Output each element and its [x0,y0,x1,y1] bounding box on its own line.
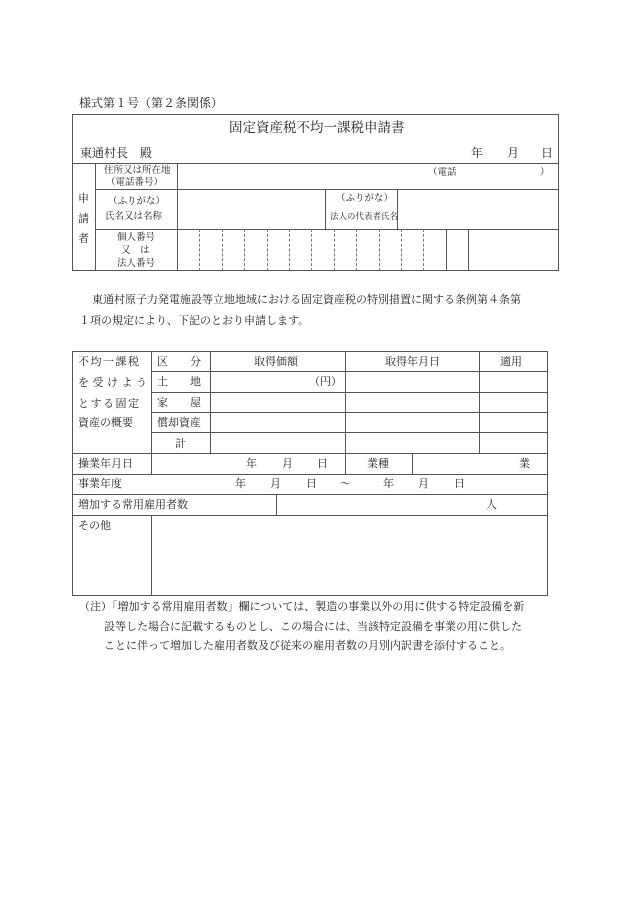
body-text-line-1: 東通村原子力発電施設等立地地域における固定資産税の特別措置に関する条例第４条第 [92,293,521,306]
fiscal-start-month-label: 月 [270,477,281,490]
digit-divider [334,229,335,271]
date-day-label: 日 [541,146,554,160]
address-input[interactable] [178,164,558,189]
header-acquisition-date: 取得年月日 [385,355,440,368]
divider [325,189,326,229]
body-text-line-2: １項の規定により、下記のとおり申請します。 [79,314,310,327]
number-digit-cell[interactable] [268,230,289,271]
number-digit-cell[interactable] [402,230,423,271]
date-year-label: 年 [471,146,484,160]
industry-suffix: 業 [519,457,530,470]
industry-label: 業種 [367,457,389,470]
other-input[interactable] [152,516,547,595]
row-total-label: 計 [175,437,186,450]
note-line-2: 設等した場合に記載するものとし、この場合には、当該特定設備を事業の用に供した [104,620,522,633]
number-digit-cell[interactable] [357,230,378,271]
addressee: 東通村長 殿 [80,146,153,160]
total-price-input[interactable] [211,433,344,452]
header-acquisition-price: 取得価額 [254,355,298,368]
building-date-input[interactable] [346,393,478,411]
digit-divider [267,229,268,271]
building-price-input[interactable] [211,393,344,411]
digit-divider [356,229,357,271]
representative-name-label: 法人の代表者氏名 [330,212,399,222]
header-category: 区 分 [157,355,201,368]
individual-number-label: 個人番号 [117,232,156,243]
divider [95,163,96,271]
land-price-input[interactable] [211,372,344,391]
digit-divider [311,229,312,271]
number-digit-cell[interactable] [447,230,468,271]
digit-divider [379,229,380,271]
number-digit-cell[interactable] [178,230,199,271]
number-digit-cell[interactable] [245,230,266,271]
employees-label: 増加する常用雇用者数 [78,498,188,511]
number-digit-cell[interactable] [424,230,445,271]
fiscal-start-year-label: 年 [235,477,246,490]
employees-unit: 人 [486,498,497,511]
divider [151,351,152,474]
asset-section-label-2: を受けよう [78,376,151,389]
form-number: 様式第１号（第２条関係） [79,96,224,110]
depreciable-applicable-input[interactable] [480,413,547,431]
depreciable-date-input[interactable] [346,413,478,431]
note-line-3: ことに伴って増加した雇用者数及び従来の雇用者数の月別内訳書を添付すること。 [104,639,511,652]
representative-furigana-label: （ふりがな） [336,193,394,204]
employees-input[interactable] [277,495,547,514]
operation-date-label: 操業年月日 [78,457,133,470]
applicant-side-label-3: 者 [78,232,89,245]
representative-name-input[interactable] [398,190,558,229]
number-digit-cell[interactable] [223,230,244,271]
form-title: 固定資産税不均一課税申請書 [229,120,405,136]
operation-day-label: 日 [317,457,328,470]
fiscal-tilde: ～ [340,477,351,490]
name-input[interactable] [178,190,325,229]
number-digit-cell[interactable] [312,230,333,271]
operation-month-label: 月 [282,457,293,470]
fiscal-end-year-label: 年 [383,477,394,490]
fiscal-year-label: 事業年度 [78,477,122,490]
header-applicable: 適用 [500,355,522,368]
digit-divider [199,229,200,271]
asset-section-label-3: とする固定 [78,397,141,410]
operation-year-label: 年 [246,457,257,470]
digit-divider [401,229,402,271]
fiscal-end-day-label: 日 [454,477,465,490]
date-month-label: 月 [507,146,520,160]
land-date-input[interactable] [346,372,478,391]
note-line-1: （注）「増加する常用雇用者数」欄については、製造の事業以外の用に供する特定設備を新 [79,600,525,613]
number-digit-cell[interactable] [380,230,401,271]
digit-divider [244,229,245,271]
digit-divider [468,229,469,271]
row-depreciable-label: 償却資産 [157,416,201,429]
fiscal-start-day-label: 日 [306,477,317,490]
phone-open-label: （電話 [428,167,457,178]
total-date-input[interactable] [346,433,478,452]
row-land-label: 土 地 [157,375,201,388]
asset-section-label-1: 不均一課税 [78,355,141,368]
total-applicable-input[interactable] [480,433,547,452]
other-label: その他 [78,519,111,532]
address-label: 住所又は所在地 [104,165,171,176]
phone-close-label: ） [540,167,550,178]
digit-divider [222,229,223,271]
fiscal-end-month-label: 月 [418,477,429,490]
price-unit-label: （円） [309,375,342,388]
phone-number-label: （電話番号） [106,177,164,188]
applicant-side-label-1: 申 [78,192,89,205]
or-label: 又 は [121,245,150,256]
land-applicable-input[interactable] [480,372,547,391]
corporate-number-label: 法人番号 [117,258,156,269]
digit-divider [446,229,447,271]
divider [72,474,548,475]
name-label: 氏名又は名称 [105,211,163,222]
digit-divider [289,229,290,271]
asset-section-label-4: 資産の概要 [78,416,133,429]
depreciable-price-input[interactable] [211,413,344,431]
building-applicable-input[interactable] [480,393,547,411]
digit-divider [423,229,424,271]
number-digit-cell[interactable] [335,230,356,271]
number-digit-cell[interactable] [290,230,311,271]
row-building-label: 家 屋 [157,396,201,409]
applicant-side-label-2: 請 [78,212,89,225]
furigana-label: （ふりがな） [108,196,166,207]
number-digit-cell[interactable] [200,230,221,271]
